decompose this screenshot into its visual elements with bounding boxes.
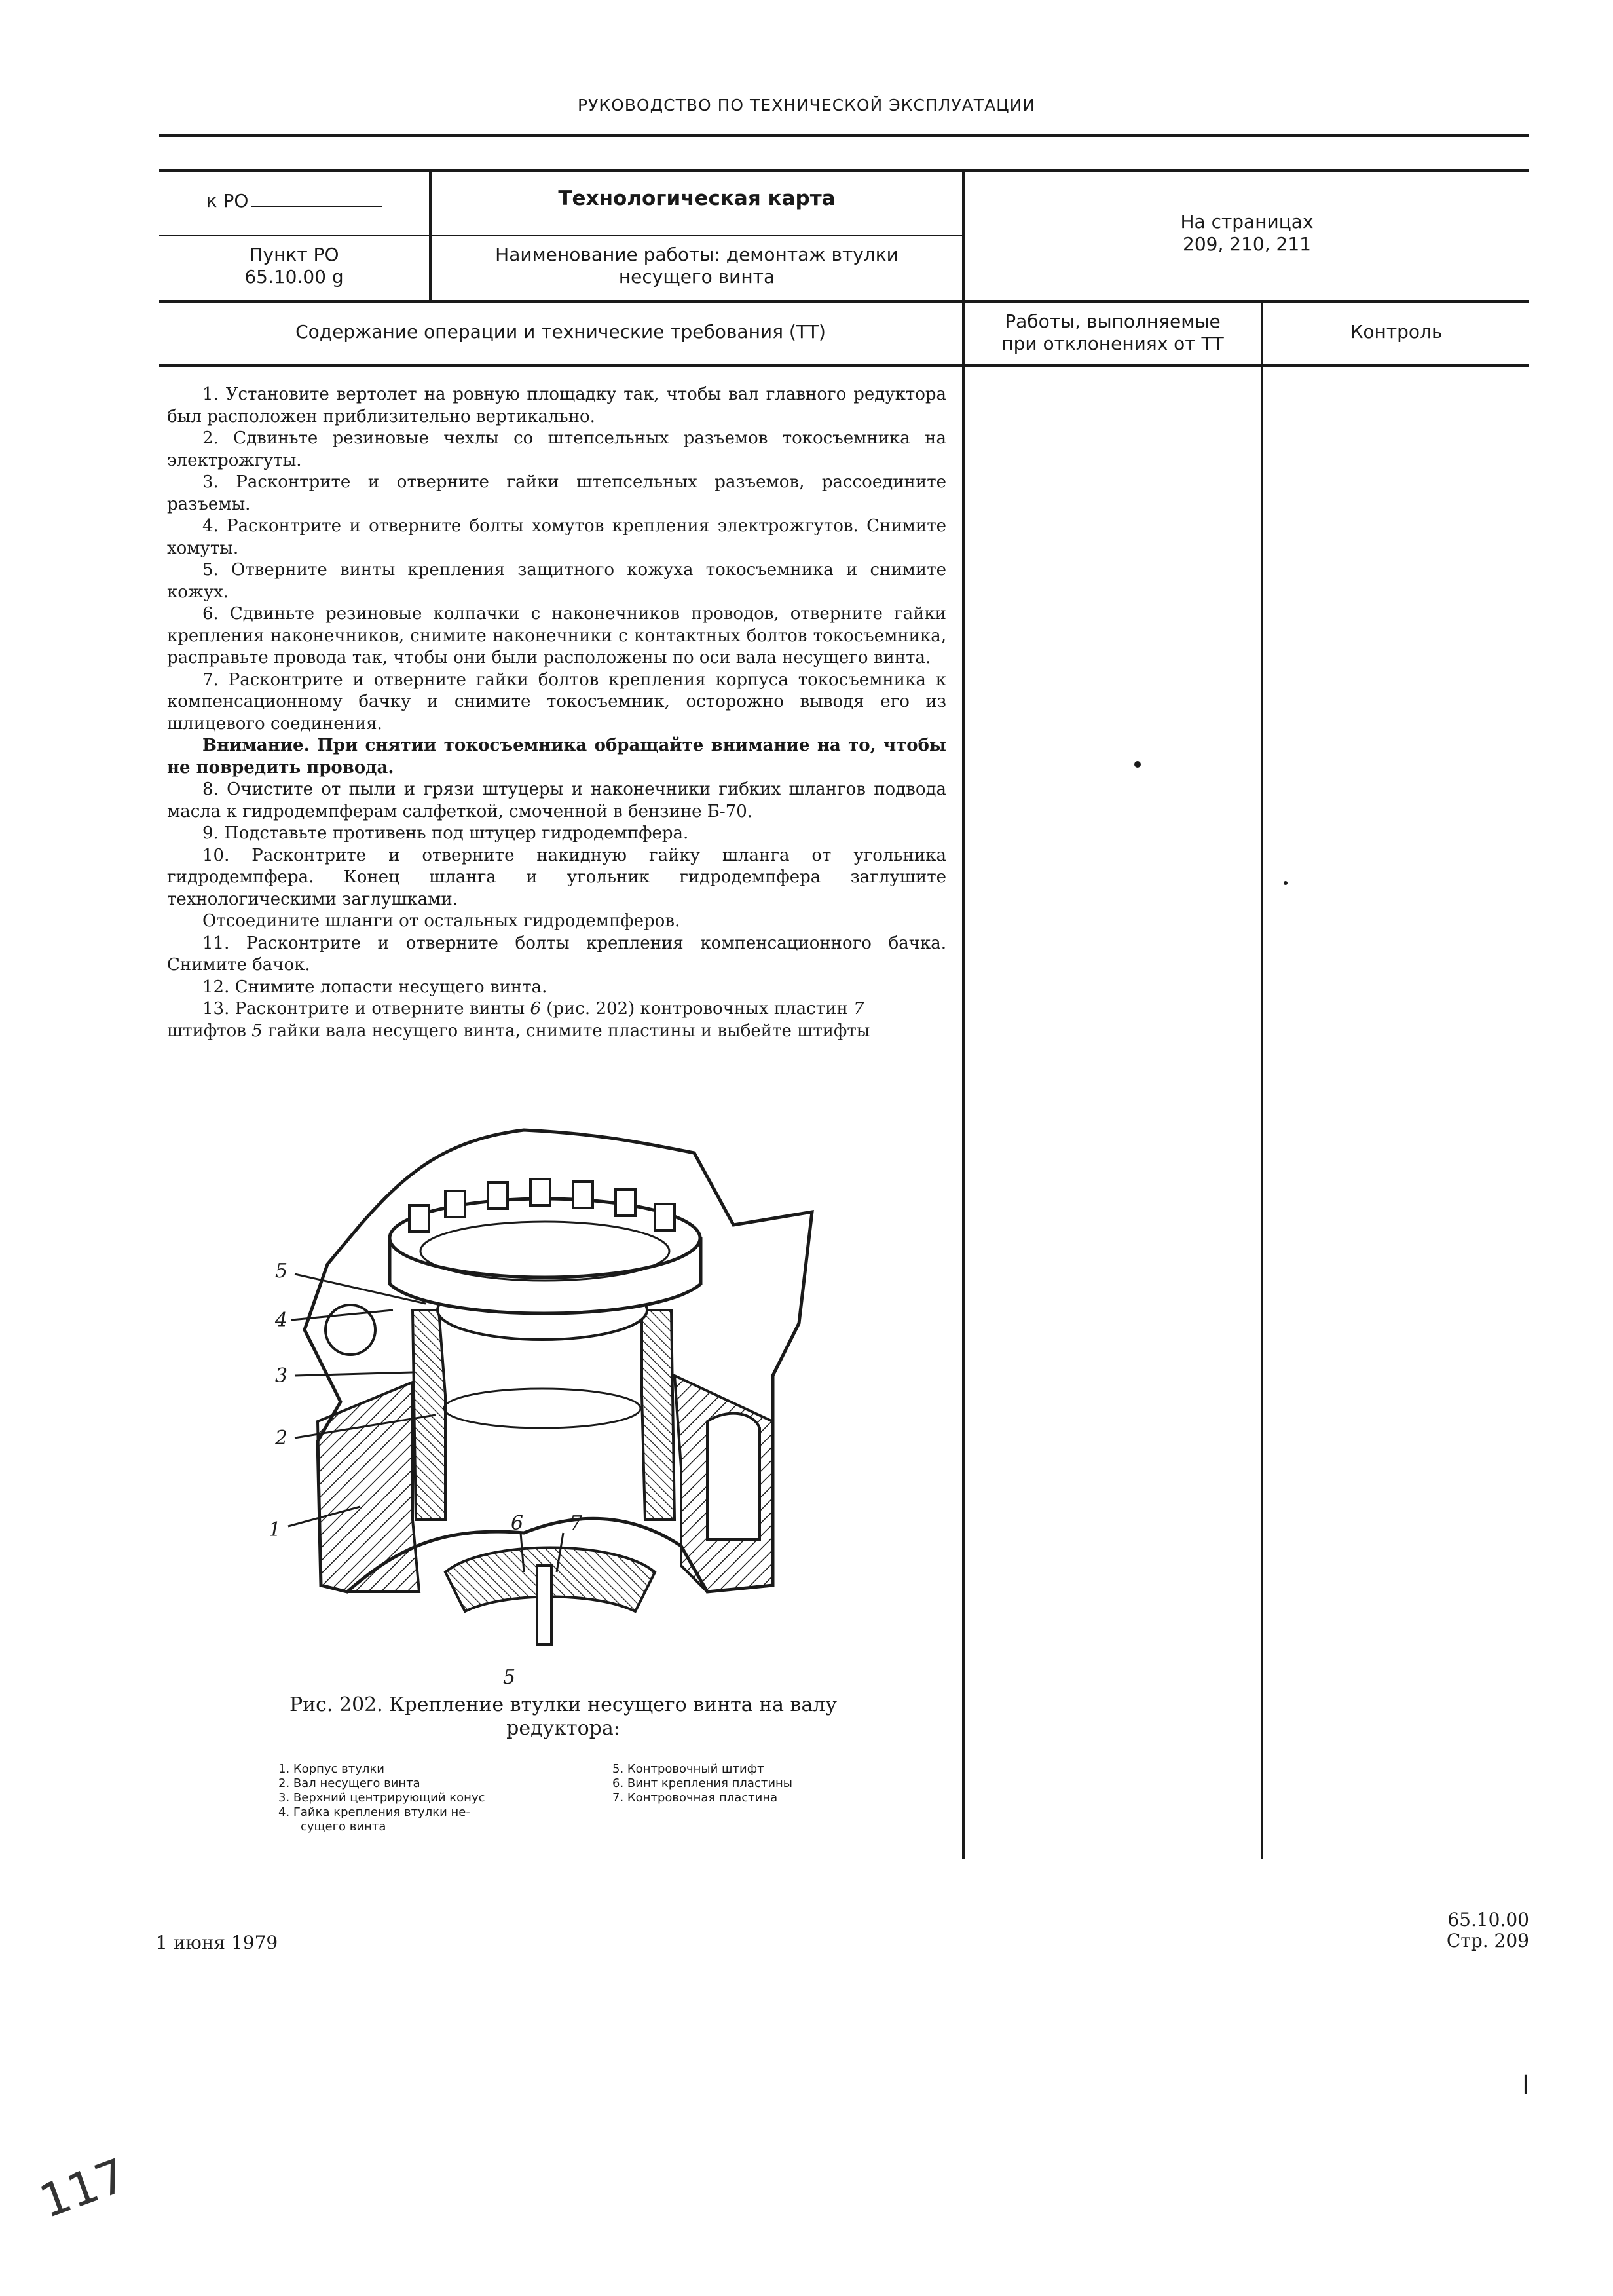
- legend-item: 3. Верхний центрирующий конус: [278, 1791, 485, 1805]
- table-top-rule: [159, 169, 1529, 172]
- operation-item: 3. Расконтрите и отверните гайки штепсельных разъемов, рассоедините разъемы.: [167, 472, 946, 514]
- callout-3: 3: [275, 1364, 288, 1387]
- col-control-header: Контроль: [1350, 321, 1443, 343]
- legend-item: сущего винта: [301, 1820, 386, 1834]
- warning-note: Внимание. При снятии токосъемника обращайте внимание на то, чтобы не повредить провода.: [167, 736, 946, 778]
- operation-item: 10. Расконтрите и отверните накидную гайку шланга от угольника гидродемпфера. Конец шланга и угольник гидродемпфера заглушите технологическими заглушками.: [167, 845, 946, 909]
- callout-ref: 5: [251, 1021, 263, 1041]
- punkt-ro: [159, 244, 429, 288]
- caption-line1: Рис. 202. Крепление втулки несущего винта на валу: [289, 1693, 838, 1716]
- col-deviation-line1: Работы, выполняемые: [1005, 311, 1221, 332]
- operations-list: [167, 384, 946, 1042]
- k-ro-label: к РО: [206, 190, 249, 212]
- legend-item: 1. Корпус втулки: [278, 1762, 384, 1776]
- col-divider-2: [962, 169, 965, 1859]
- operation-item: 4. Расконтрите и отверните болты хомутов крепления электрожгутов. Снимите хомуты.: [167, 516, 946, 558]
- legend-item: 2. Вал несущего винта: [278, 1777, 420, 1790]
- operation-item: 12. Снимите лопасти несущего винта.: [202, 977, 547, 997]
- speck-dot: [1134, 761, 1141, 768]
- operation-item-13: 13. Расконтрите и отверните винты 6 (рис. 202) контровочных пластин 7 штифтов 5 гайки вала несущего винта, снимите пластины и выбейте штифты: [167, 999, 870, 1041]
- operation-item: 5. Отверните винты крепления защитного кожуха токосъемника и снимите кожух.: [167, 560, 946, 602]
- k-ro-blank: [251, 206, 382, 207]
- operation-item: 1. Установите вертолет на ровную площадку так, чтобы вал главного редуктора был расположен приблизительно вертикально.: [167, 385, 946, 426]
- figure-rotor-hub-drawing: [249, 1114, 838, 1690]
- operation-item: 8. Очистите от пыли и грязи штуцеры и наконечники гибких шлангов подвода масла к гидродемпферам салфеткой, смоченной в бензине Б-70.: [167, 780, 946, 821]
- callout-4: 4: [275, 1309, 288, 1332]
- col-content-header: Содержание операции и технические требования (ТТ): [295, 321, 826, 343]
- work-name-line2: несущего винта: [618, 266, 775, 288]
- card-title: Технологическая карта: [558, 187, 836, 210]
- document-header: РУКОВОДСТВО ПО ТЕХНИЧЕСКОЙ ЭКСПЛУАТАЦИИ: [578, 96, 1035, 115]
- work-name-line1: Наименование работы: демонтаж втулки: [495, 244, 899, 265]
- table-columns-rule: [159, 364, 1529, 367]
- k-ro-field: [159, 190, 429, 212]
- callout-5-top: 5: [275, 1260, 288, 1283]
- punkt-value: 65.10.00 g: [244, 266, 344, 288]
- callout-ref: 7: [853, 999, 864, 1019]
- legend-item: 6. Винт крепления пластины: [612, 1777, 793, 1790]
- legend-item: 7. Контровочная пластина: [612, 1791, 778, 1805]
- operation-item: 11. Расконтрите и отверните болты крепления компенсационного бачка. Снимите бачок.: [167, 933, 946, 975]
- right-margin-mark: I: [1522, 2070, 1530, 2100]
- pages-label: На страницах: [1180, 211, 1314, 233]
- footer-code-block: [1362, 1910, 1529, 1951]
- speck-dot: [1284, 881, 1288, 885]
- table-mid-rule: [159, 235, 962, 236]
- legend-item: 5. Контровочный штифт: [612, 1762, 764, 1776]
- col-divider-3: [1261, 300, 1263, 1859]
- callout-7: 7: [570, 1512, 583, 1535]
- operation-item: 2. Сдвиньте резиновые чехлы со штепсельных разъемов токосъемника на электрожгуты.: [167, 428, 946, 470]
- table-header-rule: [159, 300, 1529, 303]
- callout-2: 2: [275, 1427, 288, 1450]
- legend-item: 4. Гайка крепления втулки не-: [278, 1805, 470, 1819]
- figure-legend-right: [612, 1762, 887, 1805]
- col-deviation-line2: при отклонениях от ТТ: [1001, 333, 1224, 354]
- header-rule: [159, 134, 1529, 137]
- figure-caption: [262, 1693, 864, 1741]
- operation-item: 6. Сдвиньте резиновые колпачки с наконечников проводов, отверните гайки крепления наконечников, снимите наконечники с контактных болтов токосъемника, расправьте провода так, чтобы они были расположены по оси вала несущего винта.: [167, 604, 946, 668]
- footer-page: Стр. 209: [1446, 1930, 1529, 1951]
- work-name: [432, 244, 962, 288]
- handwritten-mark: 117: [33, 2148, 134, 2229]
- figure-legend-left: [278, 1762, 553, 1834]
- operation-item: 7. Расконтрите и отверните гайки болтов крепления корпуса токосъемника к компенсационному бачку и снимите токосъемник, осторожно выводя его из шлицевого соединения.: [167, 669, 946, 734]
- callout-5-bottom: 5: [503, 1666, 516, 1689]
- col-deviation-header: [965, 311, 1261, 355]
- callout-6: 6: [511, 1512, 524, 1535]
- punkt-label: Пункт РО: [249, 244, 339, 265]
- pages-info: [965, 211, 1529, 255]
- callout-ref: 6: [530, 999, 541, 1019]
- operation-item: 9. Подставьте противень под штуцер гидродемпфера.: [202, 823, 689, 843]
- operation-item: Отсоедините шланги от остальных гидродемпферов.: [202, 911, 680, 931]
- pages-values: 209, 210, 211: [1183, 233, 1311, 255]
- footer-code: 65.10.00: [1447, 1909, 1529, 1930]
- callout-1: 1: [269, 1518, 282, 1541]
- footer-date: 1 июня 1979: [156, 1932, 278, 1953]
- caption-line2: редуктора:: [506, 1717, 620, 1740]
